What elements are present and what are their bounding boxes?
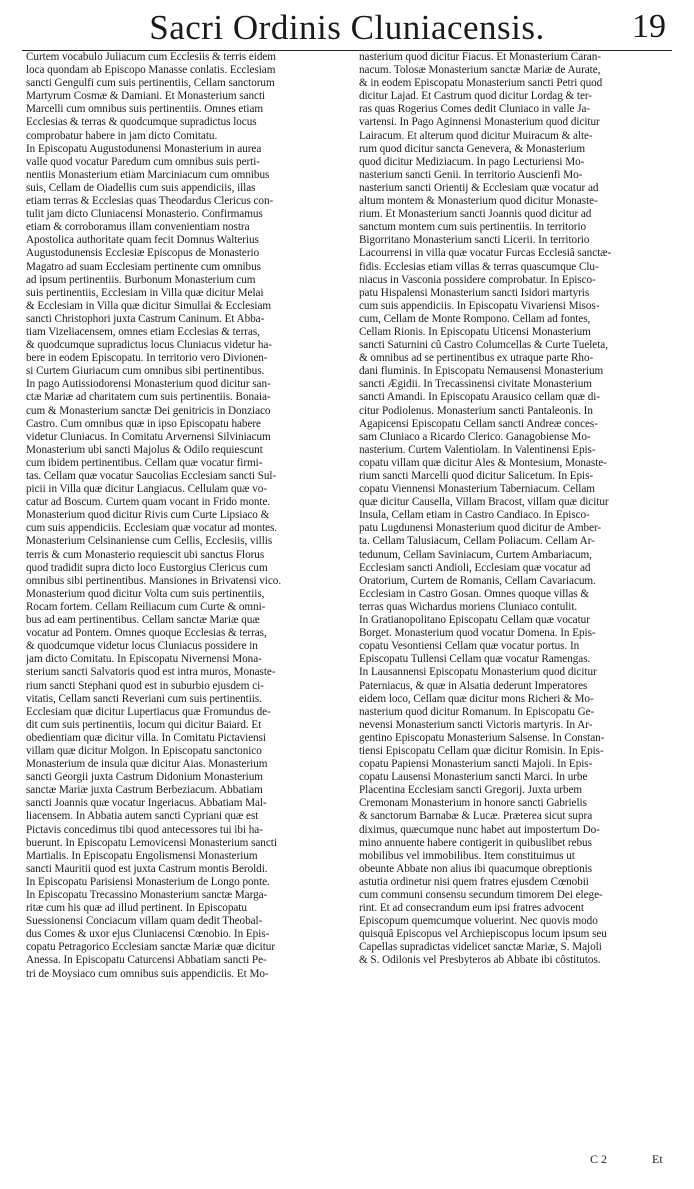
text-line: suis, Cellam de Oiadellis cum suis appendiciis, illas	[26, 181, 256, 194]
text-line: Rocam fortem. Cellam Reiliacum cum Curte & omni-	[26, 600, 266, 613]
text-line: Marcelli cum omnibus suis pertinentiis. Omnes etiam	[26, 103, 264, 116]
text-line: sancti Amandi. In Episcopatu Arausico cellam quæ di-	[359, 391, 600, 404]
text-line: sancti Saturnini cû Castro Columcellas & Curte Tueleta,	[359, 339, 608, 352]
text-line: In pago Autissiodorensi Monasterium quod dicitur san-	[26, 378, 271, 391]
text-line: nacum. Tolosæ Monasterium sanctæ Mariæ de Aurate,	[359, 64, 601, 77]
text-line: rint. Et ad consecrandum eum ipsi fratres advocent	[359, 902, 584, 915]
text-line: Martyrum Cosmæ & Damiani. Et Monasterium sancti	[26, 90, 266, 103]
text-line: quod dicitur Mediziacum. In pago Lecturiensi Mo-	[359, 155, 585, 168]
text-line: terras quas Wichardus moriens Cluniaco contulit.	[359, 600, 578, 613]
text-line: liacensem. In Abbatia autem sancti Cypriani quæ est	[26, 810, 259, 823]
text-line: Episcopum quemcumque voluerint. Nec quovis modo	[359, 915, 598, 928]
text-line: sam Cluniaco a Ricardo Clerico. Ganagobiense Mo-	[359, 430, 591, 443]
text-line: cum ibidem pertinentibus. Cellam quæ vocatur firmi-	[26, 456, 263, 469]
text-line: & Ecclesiam in Villa quæ dicitur Simullai & Ecclesiam	[26, 299, 272, 312]
text-line: dit cum suis pertinentiis, locum qui dicitur Baiard. Et	[26, 718, 262, 731]
text-line: In Episcopatu Parisiensi Monasterium de Longo ponte.	[26, 875, 270, 888]
text-line: cum suis appendiciis. Ecclesiam quæ vocatur ad montes.	[26, 522, 278, 535]
text-line: & omnibus ad se pertinentibus ex utraque parte Rho-	[359, 352, 594, 365]
text-line: Cellam Rionis. In Episcopatu Uticensi Monasterium	[359, 325, 591, 338]
text-line: nasterium quod dicitur Romanum. In Episcopatu Ge-	[359, 705, 595, 718]
text-line: Martialis. In Episcopatu Engolismensi Monasterium	[26, 849, 258, 862]
text-line: Cremonam Monasterium in honore sancti Gabrielis	[359, 797, 587, 810]
text-line: vartensi. In Pago Aginnensi Monasterium quod dicitur	[359, 116, 600, 129]
page-title: Sacri Ordinis Cluniacensis.	[149, 8, 545, 47]
text-line: & S. Odilonis vel Presbyteros ab Abbate ibi côstitutos.	[359, 954, 601, 967]
text-line: tiensi Episcopatu Cellam quæ dicitur Romisin. In Epis-	[359, 744, 604, 757]
text-line: Lacourrensi in villa quæ vocatur Furcas Ecclesiâ sanctæ-	[359, 247, 612, 260]
text-line: rum quod dicitur sancta Genevera, & Monasterium	[359, 142, 585, 155]
text-line: suis pertinentiis, Ecclesiam in Villa quæ dicitur Melai	[26, 286, 264, 299]
text-line: rium. Et Monasterium sancti Joannis quod dicitur ad	[359, 208, 592, 221]
text-line: & quodcumque videtur locus Cluniacus possidere in	[26, 640, 258, 653]
text-line: dani fluminis. In Episcopatu Nemausensi Monasterium	[359, 365, 604, 378]
text-line: villam quæ dicitur Molgon. In Episcopatu sanctonico	[26, 744, 262, 757]
text-line: Curtem vocabulo Juliacum cum Ecclesiis & terris eidem	[26, 51, 276, 63]
page-footer	[0, 1152, 694, 1168]
text-line: mino annuente habere contigerit in quibuslibet rebus	[359, 836, 592, 849]
text-line: buerunt. In Episcopatu Lemovicensi Monasterium sancti	[26, 836, 277, 849]
text-line: sanctæ Mariæ juxta Castrum Berbeziacum. Abbatiam	[26, 784, 263, 797]
text-line: dicitur Lajad. Et Castrum quod dicitur Lordag & ter-	[359, 90, 592, 103]
text-line: citur Podiolenus. Monasterium sancti Pantaleonis. In	[359, 404, 593, 417]
text-line: Paterniacus, & quæ in Alsatia dederunt Imperatores	[359, 679, 588, 692]
text-line: dus Comes & uxor ejus Cluniacensi Cœnobio. In Epis-	[26, 928, 270, 941]
text-line: vocatur ad Pontem. Omnes quoque Ecclesias & terras,	[26, 627, 267, 640]
text-line: sanctum montem cum suis pertinentiis. In territorio	[359, 221, 587, 234]
text-line: Oratorium, Curtem de Romanis, Cellam Cavariacum.	[359, 574, 596, 587]
text-line: copatu Lausensi Monasterium sancti Marci. In urbe	[359, 771, 588, 784]
text-line: patu Lugdunensi Monasterium quod dicitur de Amber-	[359, 522, 602, 535]
text-line: & quodcumque supradictus locus Cluniacus videtur ha-	[26, 339, 272, 352]
text-line: rium sancti Stephani quod est in suburbio ejusdem ci-	[26, 679, 264, 692]
text-line: cum, Cellam de Monte Rompono. Cellam ad fontes,	[359, 312, 591, 325]
text-line: Episcopatu Tullensi Cellam quæ vocatur Ramengas.	[359, 653, 591, 666]
text-line: cum communi consensu secundum timorem Dei elege-	[359, 889, 603, 901]
signature-mark: C 2	[590, 1152, 608, 1166]
catchword: Et	[652, 1152, 663, 1166]
text-line: nasterium sancti Orientij & Ecclesiam quæ vocatur ad	[359, 181, 599, 194]
text-line: Lairacum. Et alterum quod dicitur Muiracum & alte-	[359, 129, 593, 142]
text-line: nentiis Monasterium etiam Marciniacum cum omnibus	[26, 168, 270, 181]
text-line: nevensi Monasterium sancti Victoris martyris. In Ar-	[359, 718, 593, 731]
text-line: Monasterium quod dicitur Rivis cum Curte Lipsiaco &	[26, 509, 270, 522]
text-line: ad ipsum pertinentiis. Burbonum Monasterium cum	[26, 273, 256, 286]
text-line: obeunte Abbate non alius ibi quacumque obreptionis	[359, 862, 593, 875]
text-line: Ecclesias & terras & quodcumque supradictus locus	[26, 116, 257, 129]
text-line: nasterium sancti Genii. In territorio Auscienfi Mo-	[359, 168, 583, 181]
text-line: nasterium. Curtem Valentiolam. In Valentinensi Epis-	[359, 443, 596, 456]
text-line: bere in eodem Episcopatu. In territorio vero Divionen-	[26, 352, 268, 365]
text-line: ta. Cellam Talusiacum, Cellam Poliacum. Cellam Ar-	[359, 535, 595, 548]
text-line: Ecclesiam sancti Andioli, Ecclesiam quæ vocatur ad	[359, 561, 591, 574]
text-line: sancti Joannis quæ vocatur Ingeriacus. Abbatiam Mal-	[26, 797, 267, 810]
text-line: Bigorritano Monasterium sancti Licerii. In territorio	[359, 234, 590, 247]
text-line: ritæ cum his quæ ad illud pertinent. In Episcopatu	[26, 902, 247, 915]
text-line: Monasterium ubi sancti Majolus & Odilo requiescunt	[26, 443, 263, 456]
text-line: Ecclesiam in Castro Gosan. Omnes quoque villas &	[359, 587, 590, 600]
text-line: tulit jam dicto Cluniacensi Monasterio. Confirmamus	[26, 208, 263, 221]
text-line: copatu Papiensi Monasterium sancti Majoli. In Epis-	[359, 758, 593, 771]
text-line: Monasterium Celsinaniense cum Cellis, Ecclesiis, villis	[26, 535, 273, 548]
text-line: bus ad eam pertinentibus. Cellam sanctæ Mariæ quæ	[26, 614, 260, 627]
text-line: Anessa. In Episcopatu Caturcensi Abbatiam sancti Pe-	[26, 954, 267, 967]
running-head	[0, 6, 694, 54]
text-line: terris & cum Monasterio requiescit ubi sanctus Florus	[26, 548, 265, 561]
text-line: catur ad Boscum. Curtem quam vocant in Frido monte.	[26, 496, 271, 509]
text-line: Monasterium de insula quæ dicitur Aias. Monasterium	[26, 758, 268, 771]
text-line: Pictavis concedimus tibi quod antecessores tui ibi ha-	[26, 823, 263, 836]
text-line: etiam & corroboramus illam convenientiam nostra	[26, 221, 250, 234]
text-line: gentino Episcopatu Monasterium Salsense. In Constan-	[359, 731, 605, 744]
text-line: mobilibus vel immobilibus. Item constituimus ut	[359, 849, 575, 862]
text-line: jam dicto Comitatu. In Episcopatu Nivernensi Mona-	[26, 653, 262, 666]
text-line: sancti Christophori juxta Castrum Caninum. Et Abba-	[26, 312, 265, 325]
text-line: vitatis, Cellam sancti Reveriani cum suis pertinentiis.	[26, 692, 262, 705]
text-line: astutia ordinetur nisi quem fratres ejusdem Cœnobii	[359, 875, 589, 888]
text-line: Monasterium quod dicitur Volta cum suis pertinentiis,	[26, 587, 265, 600]
text-line: Magatro ad suam Ecclesiam pertinente cum omnibus	[26, 260, 261, 273]
text-line: Augustodunensis Ecclesiæ Episcopus de Monasterio	[26, 247, 260, 260]
text-line: videtur Cluniacus. In Comitatu Arvernensi Silviniacum	[26, 430, 271, 443]
text-line: Apostolica authoritate quam fecit Domnus Walterius	[26, 234, 259, 247]
text-line: Capellas supradictas videlicet sanctæ Mariæ, S. Majoli	[359, 941, 602, 954]
text-line: nasterium quod dicitur Fiacus. Et Monasterium Caran-	[359, 51, 601, 63]
text-line: In Lausannensi Episcopatu Monasterium quod dicitur	[359, 666, 597, 679]
text-line: quæ dicitur Causella, Villam Bracost, villam quæ dicitur	[359, 496, 609, 509]
text-line: ctæ Mariæ ad charitatem cum suis pertinentiis. Bonaia-	[26, 391, 271, 404]
text-line: In Episcopatu Trecassino Monasterium sanctæ Marga-	[26, 889, 268, 901]
text-line: Placentina Ecclesiam sancti Gregorij. Juxta urbem	[359, 784, 583, 797]
text-line: si Curtem Giuriacum cum omnibus sibi pertinentibus.	[26, 365, 265, 378]
text-line: eidem loco, Cellam quæ dicitur mons Richeri & Mo-	[359, 692, 594, 705]
left-column	[26, 51, 344, 981]
text-line: quisquâ Episcopus vel Archiepiscopus locum ipsum seu	[359, 928, 607, 941]
text-line: valle quod vocatur Paredum cum omnibus suis perti-	[26, 155, 260, 168]
text-line: copatu villam quæ dicitur Ales & Montesium, Monaste-	[359, 456, 607, 469]
text-line: comprobatur habere in jam dicto Comitatu.	[26, 129, 218, 142]
text-line: & sanctorum Barnabæ & Lucæ. Præterea sicut supra	[359, 810, 593, 823]
text-line: Insula, Cellam etiam in Castro Candiaco. In Episco-	[359, 509, 590, 522]
text-line: ras quas Rogerius Comes dedit Cluniaco in valle Ja-	[359, 103, 591, 116]
text-line: loca quondam ab Episcopo Manasse conlatis. Ecclesiam	[26, 64, 276, 77]
text-line: patu Hispalensi Monasterium sancti Isidori martyris	[359, 286, 590, 299]
text-line: copatu Petragorico Ecclesiam sanctæ Mariæ quæ dicitur	[26, 941, 275, 954]
text-line: niacus in Vasconia possidere comprobatur. In Episco-	[359, 273, 596, 286]
right-column	[359, 51, 677, 968]
text-line: rium sancti Marcelli quod dicitur Salicetum. In Epis-	[359, 470, 594, 482]
text-line: tiam Vizeliacensem, omnes etiam Ecclesias & terras,	[26, 325, 260, 338]
text-line: tas. Cellam quæ vocatur Saucolias Ecclesiam sancti Sul-	[26, 470, 277, 482]
text-line: tedunum, Cellam Saviniacum, Curtem Ambariacum,	[359, 548, 592, 561]
text-line: cum suis appendiciis. In Episcopatu Vivariensi Misos-	[359, 299, 600, 312]
text-line: tri de Moysiaco cum omnibus suis appendiciis. Et Mo-	[26, 967, 269, 980]
text-line: Castro. Cum omnibus quæ in ipso Episcopatu habere	[26, 417, 261, 430]
text-line: altum montem & Monasterium quod dicitur Monaste-	[359, 195, 598, 208]
text-line: sancti Georgii juxta Castrum Didonium Monasterium	[26, 771, 263, 784]
text-line: sancti Ægidii. In Trecassinensi civitate Monasterium	[359, 378, 592, 391]
text-line: sterium sancti Salvatoris quod est intra muros, Monaste-	[26, 666, 276, 679]
page-number: 19	[632, 8, 666, 45]
text-line: Borget. Monasterium quod vocatur Domena. In Epis-	[359, 627, 596, 640]
text-line: In Episcopatu Augustodunensi Monasterium in aurea	[26, 142, 262, 155]
text-line: Agapicensi Episcopatu Cellam sancti Andreæ conces-	[359, 417, 598, 430]
text-line: Ecclesiam quæ dicitur Lupertiacus quæ Fromundus de-	[26, 705, 271, 718]
text-line: fidis. Ecclesias etiam villas & terras quascumque Clu-	[359, 260, 599, 273]
text-line: diximus, quæcumque nunc habet aut impostertum Do-	[359, 823, 600, 836]
text-line: sancti Gengulfi cum suis pertinentiis, Cellam sanctorum	[26, 77, 275, 90]
text-line: omnibus sibi pertinentibus. Mansiones in Brivatensi vico.	[26, 574, 282, 587]
text-line: & in eodem Episcopatu Monasterium sancti Petri quod	[359, 77, 603, 90]
text-line: quod tradidit supra dicto loco Eustorgius Clericus cum	[26, 561, 268, 574]
text-line: Suessionensi Conciacum villam quam dedit Theobal-	[26, 915, 263, 928]
text-line: copatu Vesontiensi Cellam quæ vocatur portus. In	[359, 640, 580, 653]
text-line: In Gratianopolitano Episcopatu Cellam quæ vocatur	[359, 614, 590, 627]
text-line: picii in Villa quæ dicitur Langiacus. Cellulam quæ vo-	[26, 483, 267, 496]
text-line: sancti Mauritii quod est juxta Castrum montis Beroldi.	[26, 862, 268, 875]
text-line: obedientiam quæ dicitur villa. In Comitatu Pictaviensi	[26, 731, 266, 744]
text-line: etiam terras & Ecclesias quas Theodardus Clericus con-	[26, 195, 274, 208]
text-line: cum & Monasterium sanctæ Dei genitricis in Donziaco	[26, 404, 271, 417]
text-line: copatu Viennensi Monasterium Taberniacum. Cellam	[359, 483, 595, 496]
